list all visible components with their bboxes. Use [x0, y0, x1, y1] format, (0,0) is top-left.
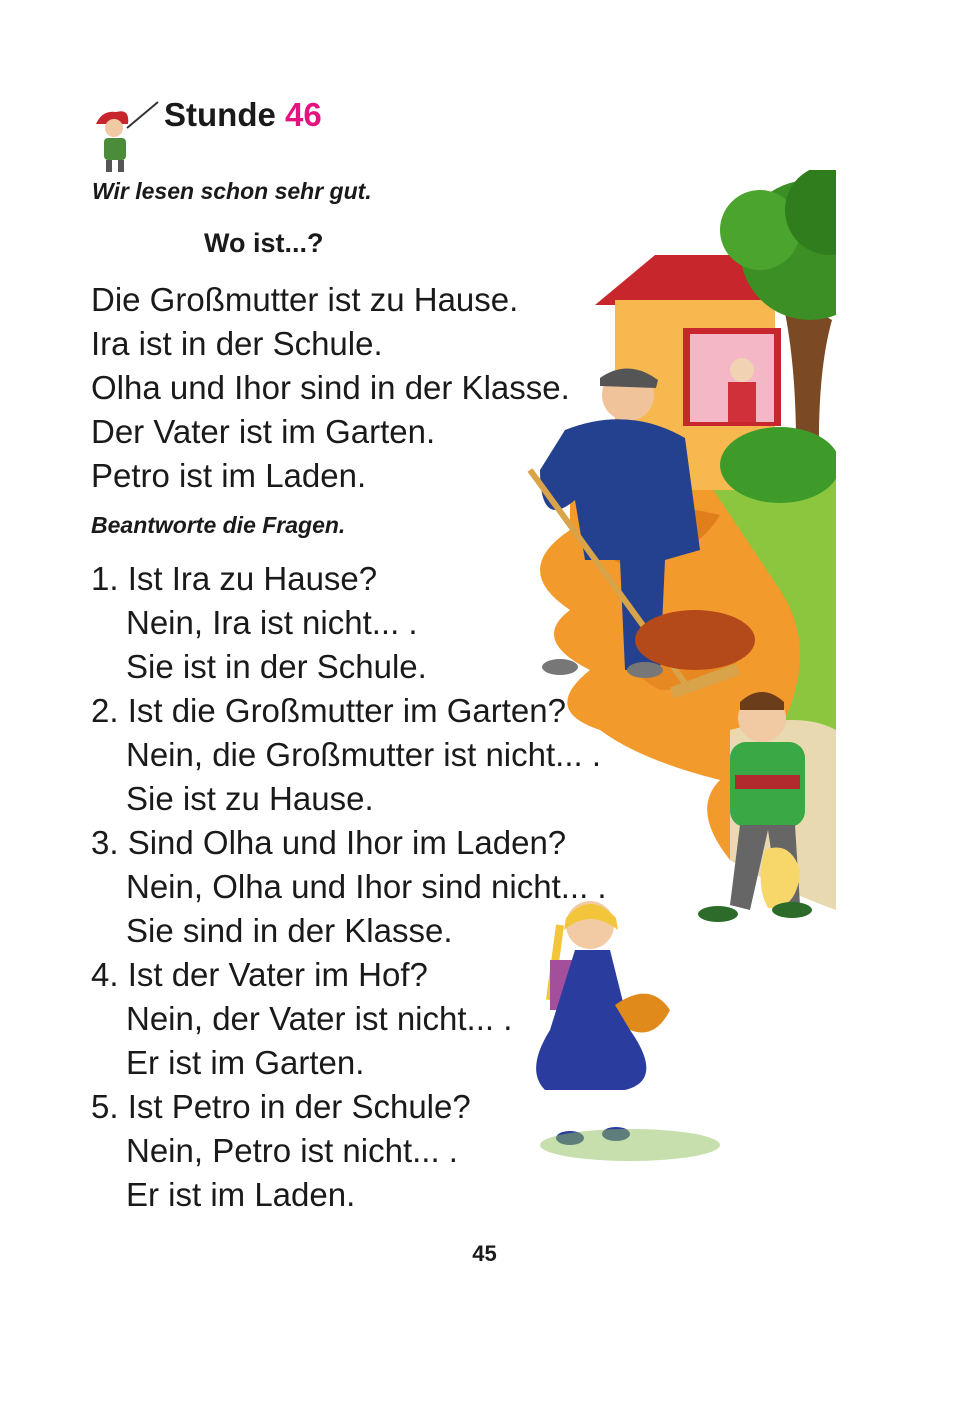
- question: 1. Ist Ira zu Hause?: [91, 560, 378, 597]
- question: 4. Ist der Vater im Hof?: [91, 956, 428, 993]
- answer-line: Nein, die Großmutter ist nicht... .: [126, 736, 601, 773]
- question: 5. Ist Petro in der Schule?: [91, 1088, 471, 1125]
- page-number: 45: [472, 1241, 497, 1266]
- lesson-number: 46: [285, 96, 322, 133]
- answer-line: Sie ist zu Hause.: [126, 780, 374, 817]
- reading-line: Die Großmutter ist zu Hause.: [91, 281, 519, 318]
- answer-line: Sie sind in der Klasse.: [126, 912, 453, 949]
- question: 3. Sind Olha und Ihor im Laden?: [91, 824, 567, 861]
- reading-text: [91, 278, 570, 498]
- title-word: Stunde: [164, 96, 276, 133]
- reading-title: Wo ist...?: [204, 228, 324, 258]
- reading-line: Ira ist in der Schule.: [91, 325, 383, 362]
- answer-line: Nein, Ira ist nicht... .: [126, 604, 418, 641]
- answer-line: Nein, Olha und Ihor sind nicht... .: [126, 868, 607, 905]
- task-instruction: Beantworte die Fragen.: [91, 512, 346, 538]
- page-title: [164, 96, 322, 134]
- reading-line: Der Vater ist im Garten.: [91, 413, 436, 450]
- answer-line: Nein, Petro ist nicht... .: [126, 1132, 458, 1169]
- reading-line: Olha und Ihor sind in der Klasse.: [91, 369, 570, 406]
- answer-line: Sie ist in der Schule.: [126, 648, 427, 685]
- teacher-with-pointer-icon: [92, 98, 162, 174]
- answer-line: Nein, der Vater ist nicht... .: [126, 1000, 513, 1037]
- intro-text: Wir lesen schon sehr gut.: [92, 178, 372, 204]
- reading-line: Petro ist im Laden.: [91, 457, 367, 494]
- answer-line: Er ist im Laden.: [126, 1176, 356, 1213]
- answer-line: Er ist im Garten.: [126, 1044, 365, 1081]
- question: 2. Ist die Großmutter im Garten?: [91, 692, 566, 729]
- questions-list: [91, 557, 607, 1217]
